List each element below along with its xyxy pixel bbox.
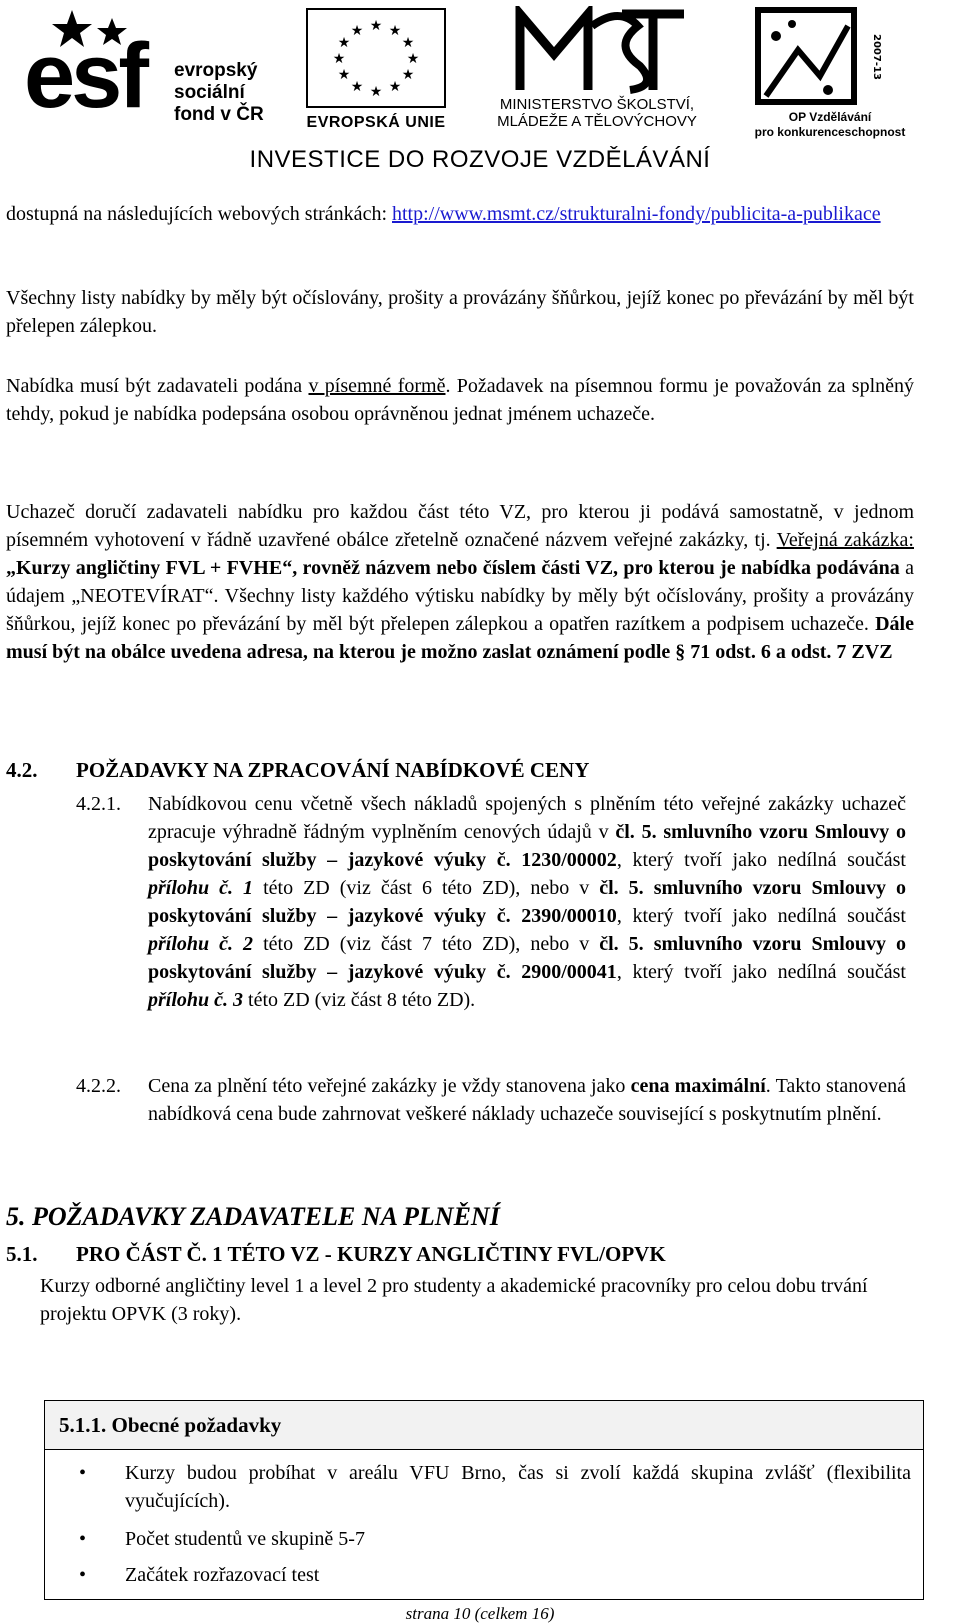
svg-text:★: ★ [369,84,383,100]
section-5-1-number: 5.1. [6,1242,38,1266]
page-footer: strana 10 (celkem 16) [405,1604,555,1623]
item-4-2-2-text: Cena za plnění této veřejné zakázky je vždy stanovena jako cena maximální. Takto stanovená nabídková cena bude zahrnovat veškeré náklady uchazeče související s poskytnutím plnění. [148,1075,906,1125]
msmt-text: MINISTERSTVO ŠKOLSTVÍ, MLÁDEŽE A TĚLOVÝCHOVY [497,96,697,130]
paragraph-3: Nabídka musí být zadavateli podána v písemné formě. Požadavek na písemnou formu je považován za splněný tehdy, pokud je nabídka podepsána osobou oprávněnou jednat jménem uchazeče. [6,375,915,425]
esf-text: evropský sociální fond v ČR [174,60,264,125]
svg-text:★: ★ [337,67,351,83]
op-mark-icon [740,6,920,106]
svg-text:2007-13: 2007-13 [871,34,882,80]
section-4-2-title: POŽADAVKY NA ZPRACOVÁNÍ NABÍDKOVÉ CENY [76,758,590,782]
paragraph-5-1: Kurzy odborné angličtiny level 1 a level 2 pro studenty a akademické pracovníky pro celou dobu trvání projektu OPVK (3 roky). [40,1275,868,1325]
item-4-2-1-text: Nabídkovou cenu včetně všech nákladů spojených s plněním této veřejné zakázky uchazeč zpracuje výhradně řádným vyplněním cenových údajů v čl. 5. smluvního vzoru Smlouvy o poskytování služby – jazykové výuky č. 1230/00002, který tvoří jako nedílná součást přílohu č. 1 této ZD (viz část 6 této ZD), nebo v čl. 5. smluvního vzoru Smlouvy o poskytování služby – jazykové výuky č. 2390/00010, který tvoří jako nedílná součást přílohu č. 2 této ZD (viz část 7 této ZD), nebo v čl. 5. smluvního vzoru Smlouvy o poskytování služby – jazykové výuky č. 2900/00041, který tvoří jako nedílná součást přílohu č. 3 této ZD (viz část 8 této ZD). [148,793,907,1011]
list-item: • Počet studentů ve skupině 5-7 [65,1525,911,1553]
bullet-icon: • [79,1462,87,1484]
svg-text:★: ★ [350,23,364,39]
msmt-logo [462,6,732,134]
item-4-2-1-number: 4.2.1. [76,793,121,815]
svg-text:★: ★ [406,51,420,67]
list-item: • Kurzy budou probíhat v areálu VFU Brno, čas si zvolí každá skupina zvlášť (flexibilita vyučujících). [65,1459,911,1515]
item-4-2-2-number: 4.2.2. [76,1075,121,1097]
paragraph-2: Všechny listy nabídky by měly být očíslovány, prošity a provázány šňůrkou, jejíž konec po převázání by měl být přelepen zálepkou. [6,287,914,337]
tagline: INVESTICE DO ROZVOJE VZDĚLÁVÁNÍ [249,146,711,173]
svg-text:★: ★ [350,79,364,95]
requirements-heading: 5.1.1. Obecné požadavky [45,1401,923,1450]
svg-text:★: ★ [388,23,402,39]
svg-text:★: ★ [332,51,346,67]
paragraph-1: dostupná na následujících webových stránkách: http://www.msmt.cz/strukturalni-fondy/publicita-a-publikace [6,203,881,225]
bullet-icon: • [79,1528,87,1550]
paragraph-4: Uchazeč doručí zadavateli nabídku pro každou část této VZ, pro kterou ji podává samostatně, v jednom písemném vyhotovení v řádně uzavřené obálce zřetelně označené názvem veřejné zakázky, tj. Veřejná zakázka: „Kurzy angličtiny FVL + FVHE“, rovněž názvem nebo číslem části VZ, pro kterou je nabídka podávána a údajem „NEOTEVÍRAT“. Všechny listy každého výtisku nabídky by měly být očíslovány, prošity a provázány šňůrkou, jejíž konec po převázání by měl být přelepen zálepkou a opatřen razítkem a podpisem uchazeče. Dále musí být na obálce uvedena adresa, na kterou je možno zaslat oznámení podle § 71 odst. 6 a odst. 7 ZVZ [6,501,914,663]
svg-text:★: ★ [401,67,415,83]
eu-flag-icon [306,8,446,108]
svg-text:★: ★ [401,35,415,51]
msmt-mark-icon [462,6,732,94]
msmt-link[interactable]: http://www.msmt.cz/strukturalni-fondy/publicita-a-publikace [392,203,881,225]
list-item: • Začátek rozřazovací test [65,1561,911,1589]
svg-text:★: ★ [369,18,383,34]
eu-text: EVROPSKÁ UNIE [306,114,446,131]
esf-mark: esf [24,25,145,127]
section-5-heading: 5. POŽADAVKY ZADAVATELE NA PLNĚNÍ [6,1202,500,1231]
eu-logo [296,8,456,136]
op-logo [740,6,920,139]
esf-logo [24,8,294,136]
op-text: OP Vzdělávání pro konkurenceschopnost [754,110,906,139]
section-4-2-number: 4.2. [6,758,38,782]
header-logos [0,0,960,180]
section-5-1-title: PRO ČÁST Č. 1 TÉTO VZ - KURZY ANGLIČTINY FVL/OPVK [76,1242,666,1266]
requirements-box [44,1400,924,1600]
bullet-icon: • [79,1564,87,1586]
svg-text:★: ★ [337,35,351,51]
svg-text:★: ★ [388,79,402,95]
